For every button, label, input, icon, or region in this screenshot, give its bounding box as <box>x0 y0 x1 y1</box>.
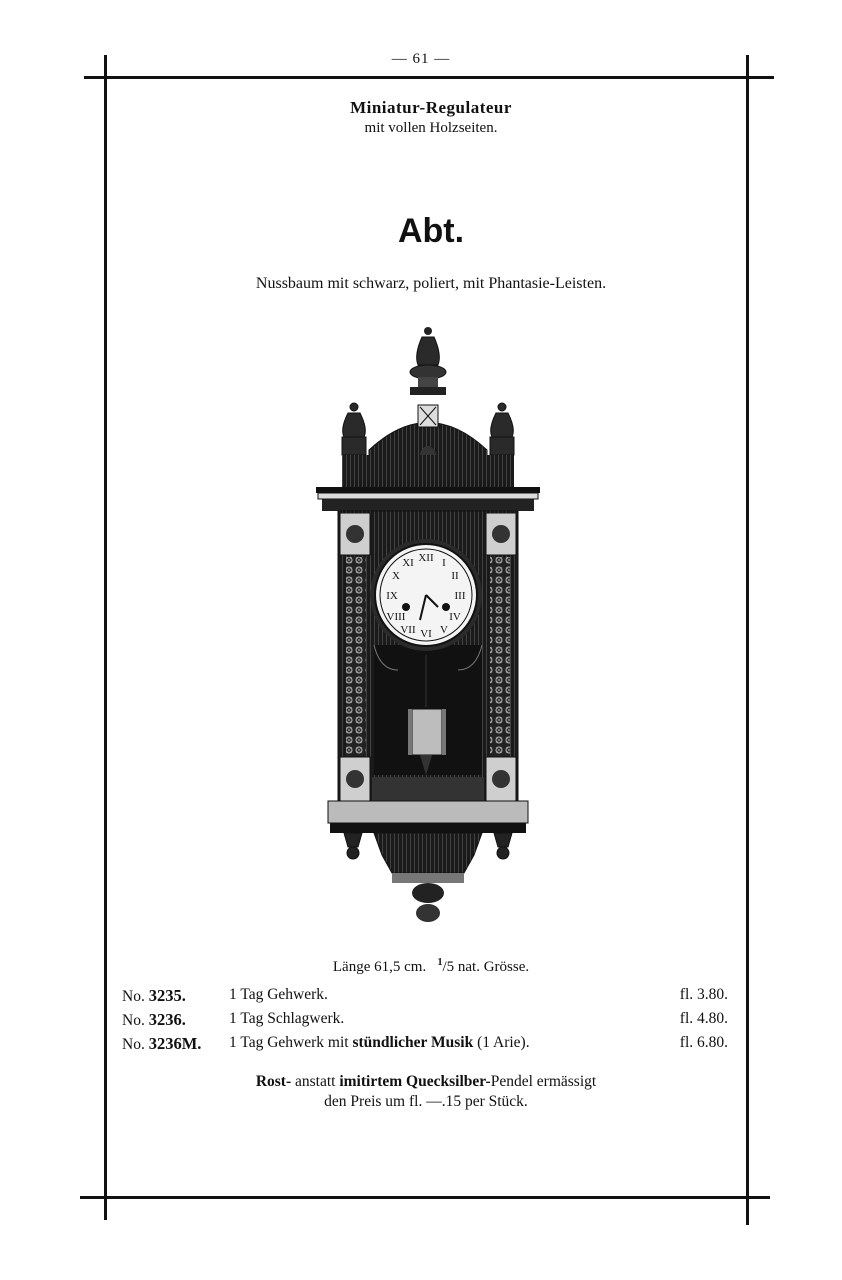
item-number: No. 3235. <box>122 986 186 1005</box>
svg-text:XI: XI <box>402 557 414 569</box>
svg-text:VII: VII <box>400 624 416 636</box>
item-description: 1 Tag Schlagwerk. <box>229 1010 345 1027</box>
section-heading: Abt. <box>397 212 465 250</box>
bottom-rule <box>80 1196 770 1199</box>
svg-text:III: III <box>454 590 466 602</box>
svg-text:V: V <box>440 624 448 636</box>
svg-text:VI: VI <box>420 628 432 640</box>
price-row <box>122 1010 728 1032</box>
product-description: Nussbaum mit schwarz, poliert, mit Phantasie-Leisten. <box>255 275 607 292</box>
item-description: 1 Tag Gehwerk. <box>229 986 328 1003</box>
item-number: No. 3236M. <box>122 1034 202 1053</box>
svg-text:VIII: VIII <box>386 611 406 623</box>
dimensions-line <box>0 957 842 976</box>
svg-text:IV: IV <box>449 611 461 623</box>
scale-text: /5 nat. Grösse. <box>442 959 530 975</box>
item-price: fl. 6.80. <box>679 1034 728 1051</box>
top-rule <box>84 76 774 79</box>
page-number: — 61 — <box>391 51 451 67</box>
clock-illustration <box>314 325 542 925</box>
price-row <box>122 986 728 1008</box>
svg-text:I: I <box>442 557 446 569</box>
page-title: Miniatur-Regulateur <box>350 98 512 117</box>
scale-numerator: 1 <box>437 957 443 968</box>
note-line-1: Rost- anstatt imitirtem Quecksilber-Pendel ermässigt <box>255 1073 597 1090</box>
svg-text:X: X <box>392 570 400 582</box>
svg-text:II: II <box>451 570 459 582</box>
item-price: fl. 3.80. <box>679 986 728 1003</box>
item-price: fl. 4.80. <box>679 1010 728 1027</box>
item-number: No. 3236. <box>122 1010 186 1029</box>
price-row <box>122 1034 728 1056</box>
length-text: Länge 61,5 cm. <box>332 959 427 975</box>
svg-text:IX: IX <box>386 590 398 602</box>
item-description: 1 Tag Gehwerk mit stündlicher Musik (1 Arie). <box>229 1034 530 1051</box>
page-subtitle: mit vollen Holzseiten. <box>364 120 498 136</box>
svg-text:XII: XII <box>418 552 434 564</box>
note-line-2: den Preis um fl. —.15 per Stück. <box>324 1093 528 1110</box>
